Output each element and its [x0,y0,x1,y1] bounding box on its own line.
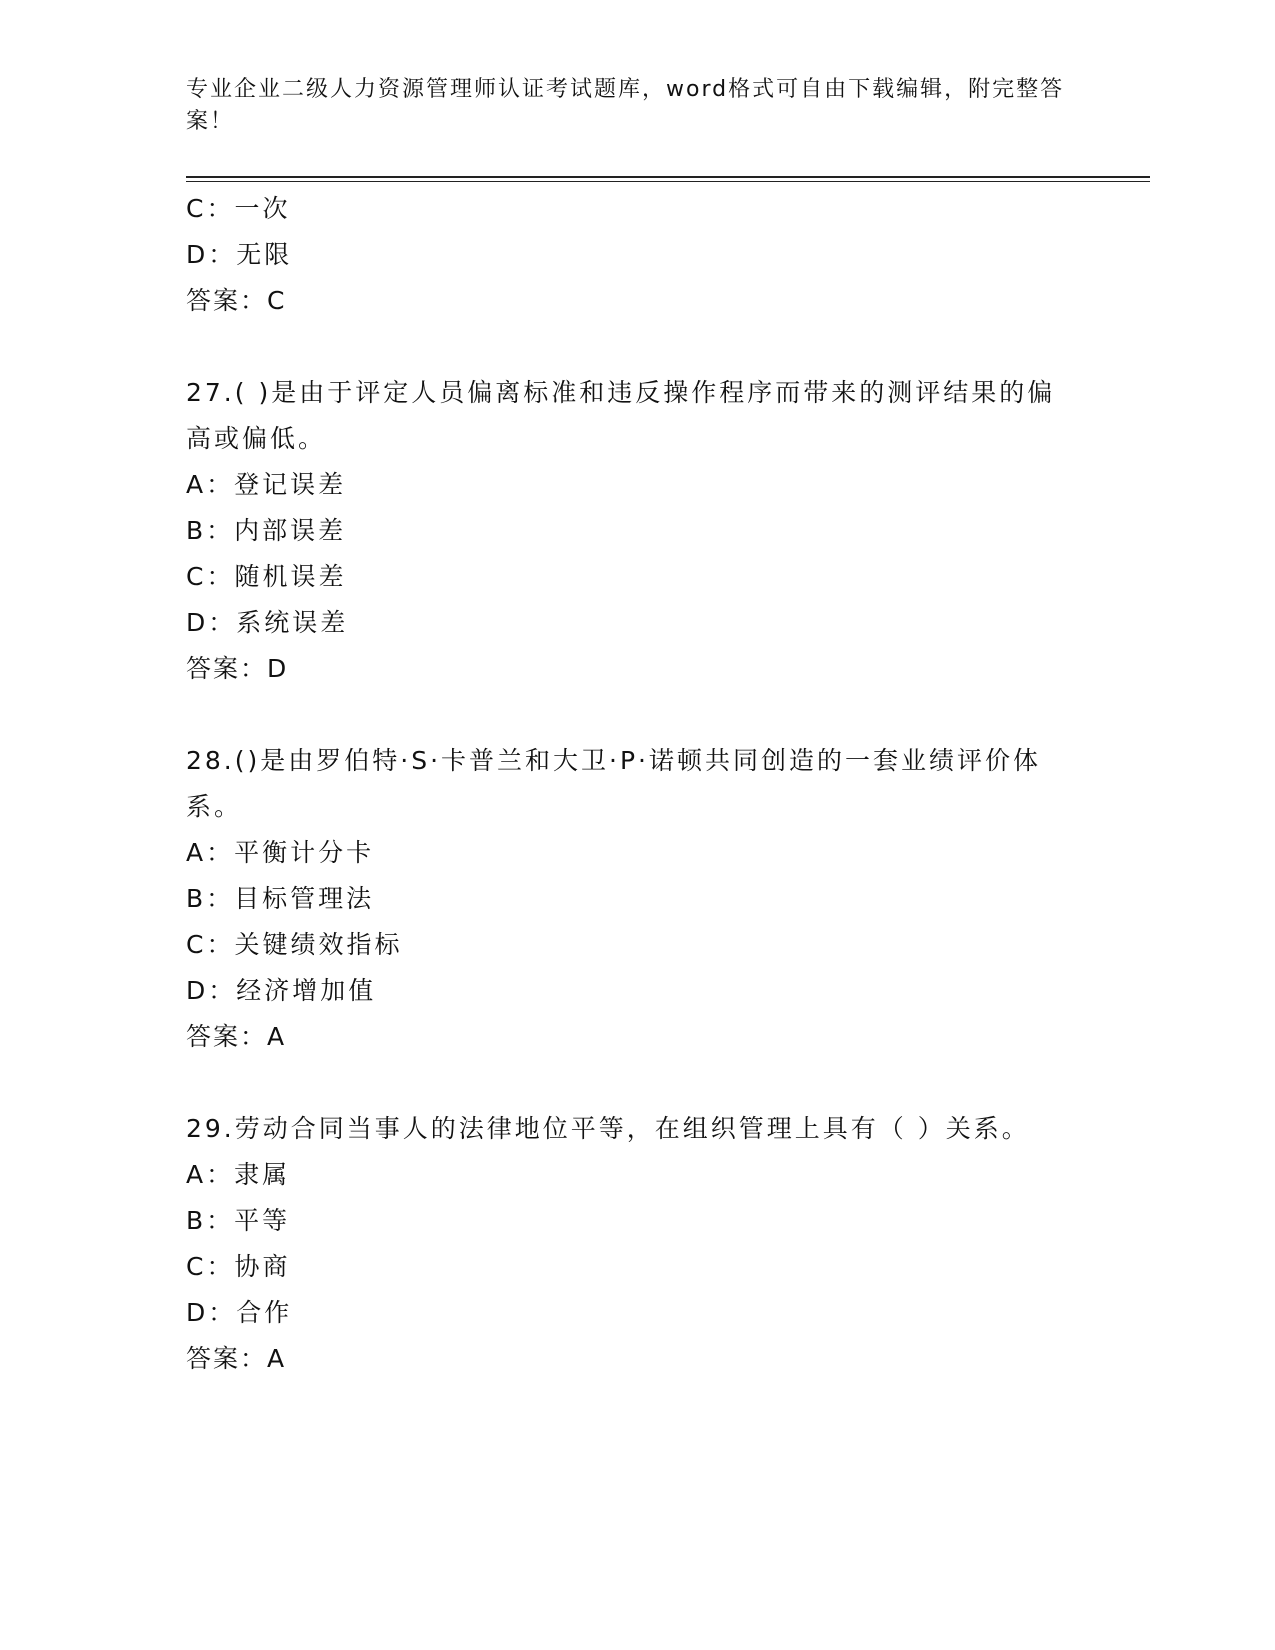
option-a [186,462,1086,508]
option-text: 协商 [234,1252,291,1281]
option-text: 目标管理法 [234,884,375,913]
question-stem: 29.劳动合同当事人的法律地位平等，在组织管理上具有（ ）关系。 [186,1114,1030,1143]
option-label: D： [186,240,237,269]
option-a [186,1152,1086,1198]
option-c [186,554,1086,600]
option-c [186,186,1086,232]
option-b [186,508,1086,554]
option-text: 经济增加值 [236,976,377,1005]
option-text: 平衡计分卡 [234,838,375,867]
option-label: C： [186,562,235,591]
question-28 [186,738,1086,1060]
option-d [186,968,1086,1014]
option-d [186,232,1086,278]
option-text: 合作 [236,1298,293,1327]
spacer [186,1060,1086,1106]
carryover-block [186,186,1086,324]
question-29 [186,1106,1086,1382]
spacer [186,692,1086,738]
option-label: D： [186,1298,237,1327]
option-text: 系统误差 [236,608,349,637]
option-b [186,1198,1086,1244]
answer-line: 答案：A [186,1022,287,1051]
answer-line: 答案：A [186,1344,287,1373]
option-a [186,830,1086,876]
option-text: 隶属 [234,1160,291,1189]
option-label: D： [186,976,237,1005]
option-text: 内部误差 [234,516,347,545]
option-b [186,876,1086,922]
question-content [186,186,1086,1382]
option-label: A： [186,470,235,499]
question-27 [186,370,1086,692]
option-label: C： [186,1252,235,1281]
option-label: A： [186,838,235,867]
option-label: C： [186,194,235,223]
option-text: 无限 [236,240,293,269]
option-d [186,1290,1086,1336]
option-label: A： [186,1160,235,1189]
option-c [186,1244,1086,1290]
option-label: B： [186,1206,235,1235]
option-text: 一次 [234,194,291,223]
option-label: B： [186,516,235,545]
option-label: D： [186,608,237,637]
option-text: 登记误差 [234,470,347,499]
spacer [186,324,1086,370]
answer-line: 答案：C [186,286,287,315]
header-rule-thin [186,181,1150,182]
option-text: 随机误差 [234,562,347,591]
option-text: 关键绩效指标 [234,930,403,959]
option-text: 平等 [234,1206,291,1235]
option-label: B： [186,884,235,913]
question-stem: 28.()是由罗伯特·S·卡普兰和大卫·P·诺顿共同创造的一套业绩评价体系。 [186,746,1041,821]
option-c [186,922,1086,968]
option-d [186,600,1086,646]
option-label: C： [186,930,235,959]
document-header: 专业企业二级人力资源管理师认证考试题库，word格式可自由下载编辑，附完整答案！ [186,77,1065,134]
question-stem: 27.( )是由于评定人员偏离标准和违反操作程序而带来的测评结果的偏高或偏低。 [186,378,1056,453]
header-rule-thick [186,176,1150,178]
answer-line: 答案：D [186,654,289,683]
